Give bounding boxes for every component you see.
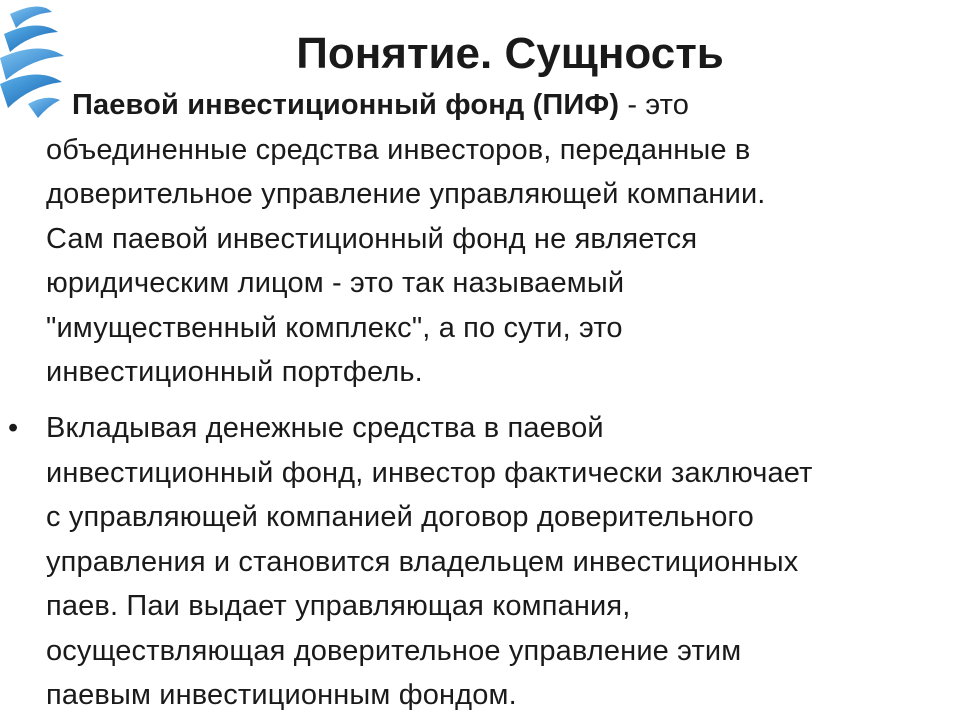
bullet-paragraph [46, 406, 946, 718]
bullet-line: Вкладывая денежные средства в паевой [46, 412, 604, 444]
definition-line: инвестиционный портфель. [46, 356, 423, 388]
bullet-line: осуществляющая доверительное управление этим [46, 634, 742, 667]
bullet-line: паевым инвестиционным фондом. [46, 679, 517, 711]
definition-first-line-rest: - это [619, 89, 690, 121]
definition-line: "имущественный комплекс", а по сути, это [46, 311, 623, 344]
bullet-line: инвестиционный фонд, инвестор фактически заключает [46, 456, 813, 489]
definition-line: юридическим лицом - это так называемый [46, 267, 625, 299]
definition-paragraph [46, 83, 946, 395]
definition-line: доверительное управление управляющей компании. [46, 178, 766, 210]
definition-line: Сам паевой инвестиционный фонд не является [46, 222, 698, 255]
bullet-line: с управляющей компанией договор доверительного [46, 501, 754, 533]
definition-line: объединенные средства инвесторов, переданные в [46, 133, 751, 166]
bullet-line: управления и становится владельцем инвестиционных [46, 545, 799, 578]
definition-term: Паевой инвестиционный фонд (ПИФ) [72, 89, 620, 121]
definition-first-line [46, 83, 946, 128]
bullet-line: паев. Паи выдает управляющая компания, [46, 590, 631, 622]
bullet-marker: • [8, 412, 19, 444]
slide-title: Понятие. Сущность [296, 29, 724, 78]
